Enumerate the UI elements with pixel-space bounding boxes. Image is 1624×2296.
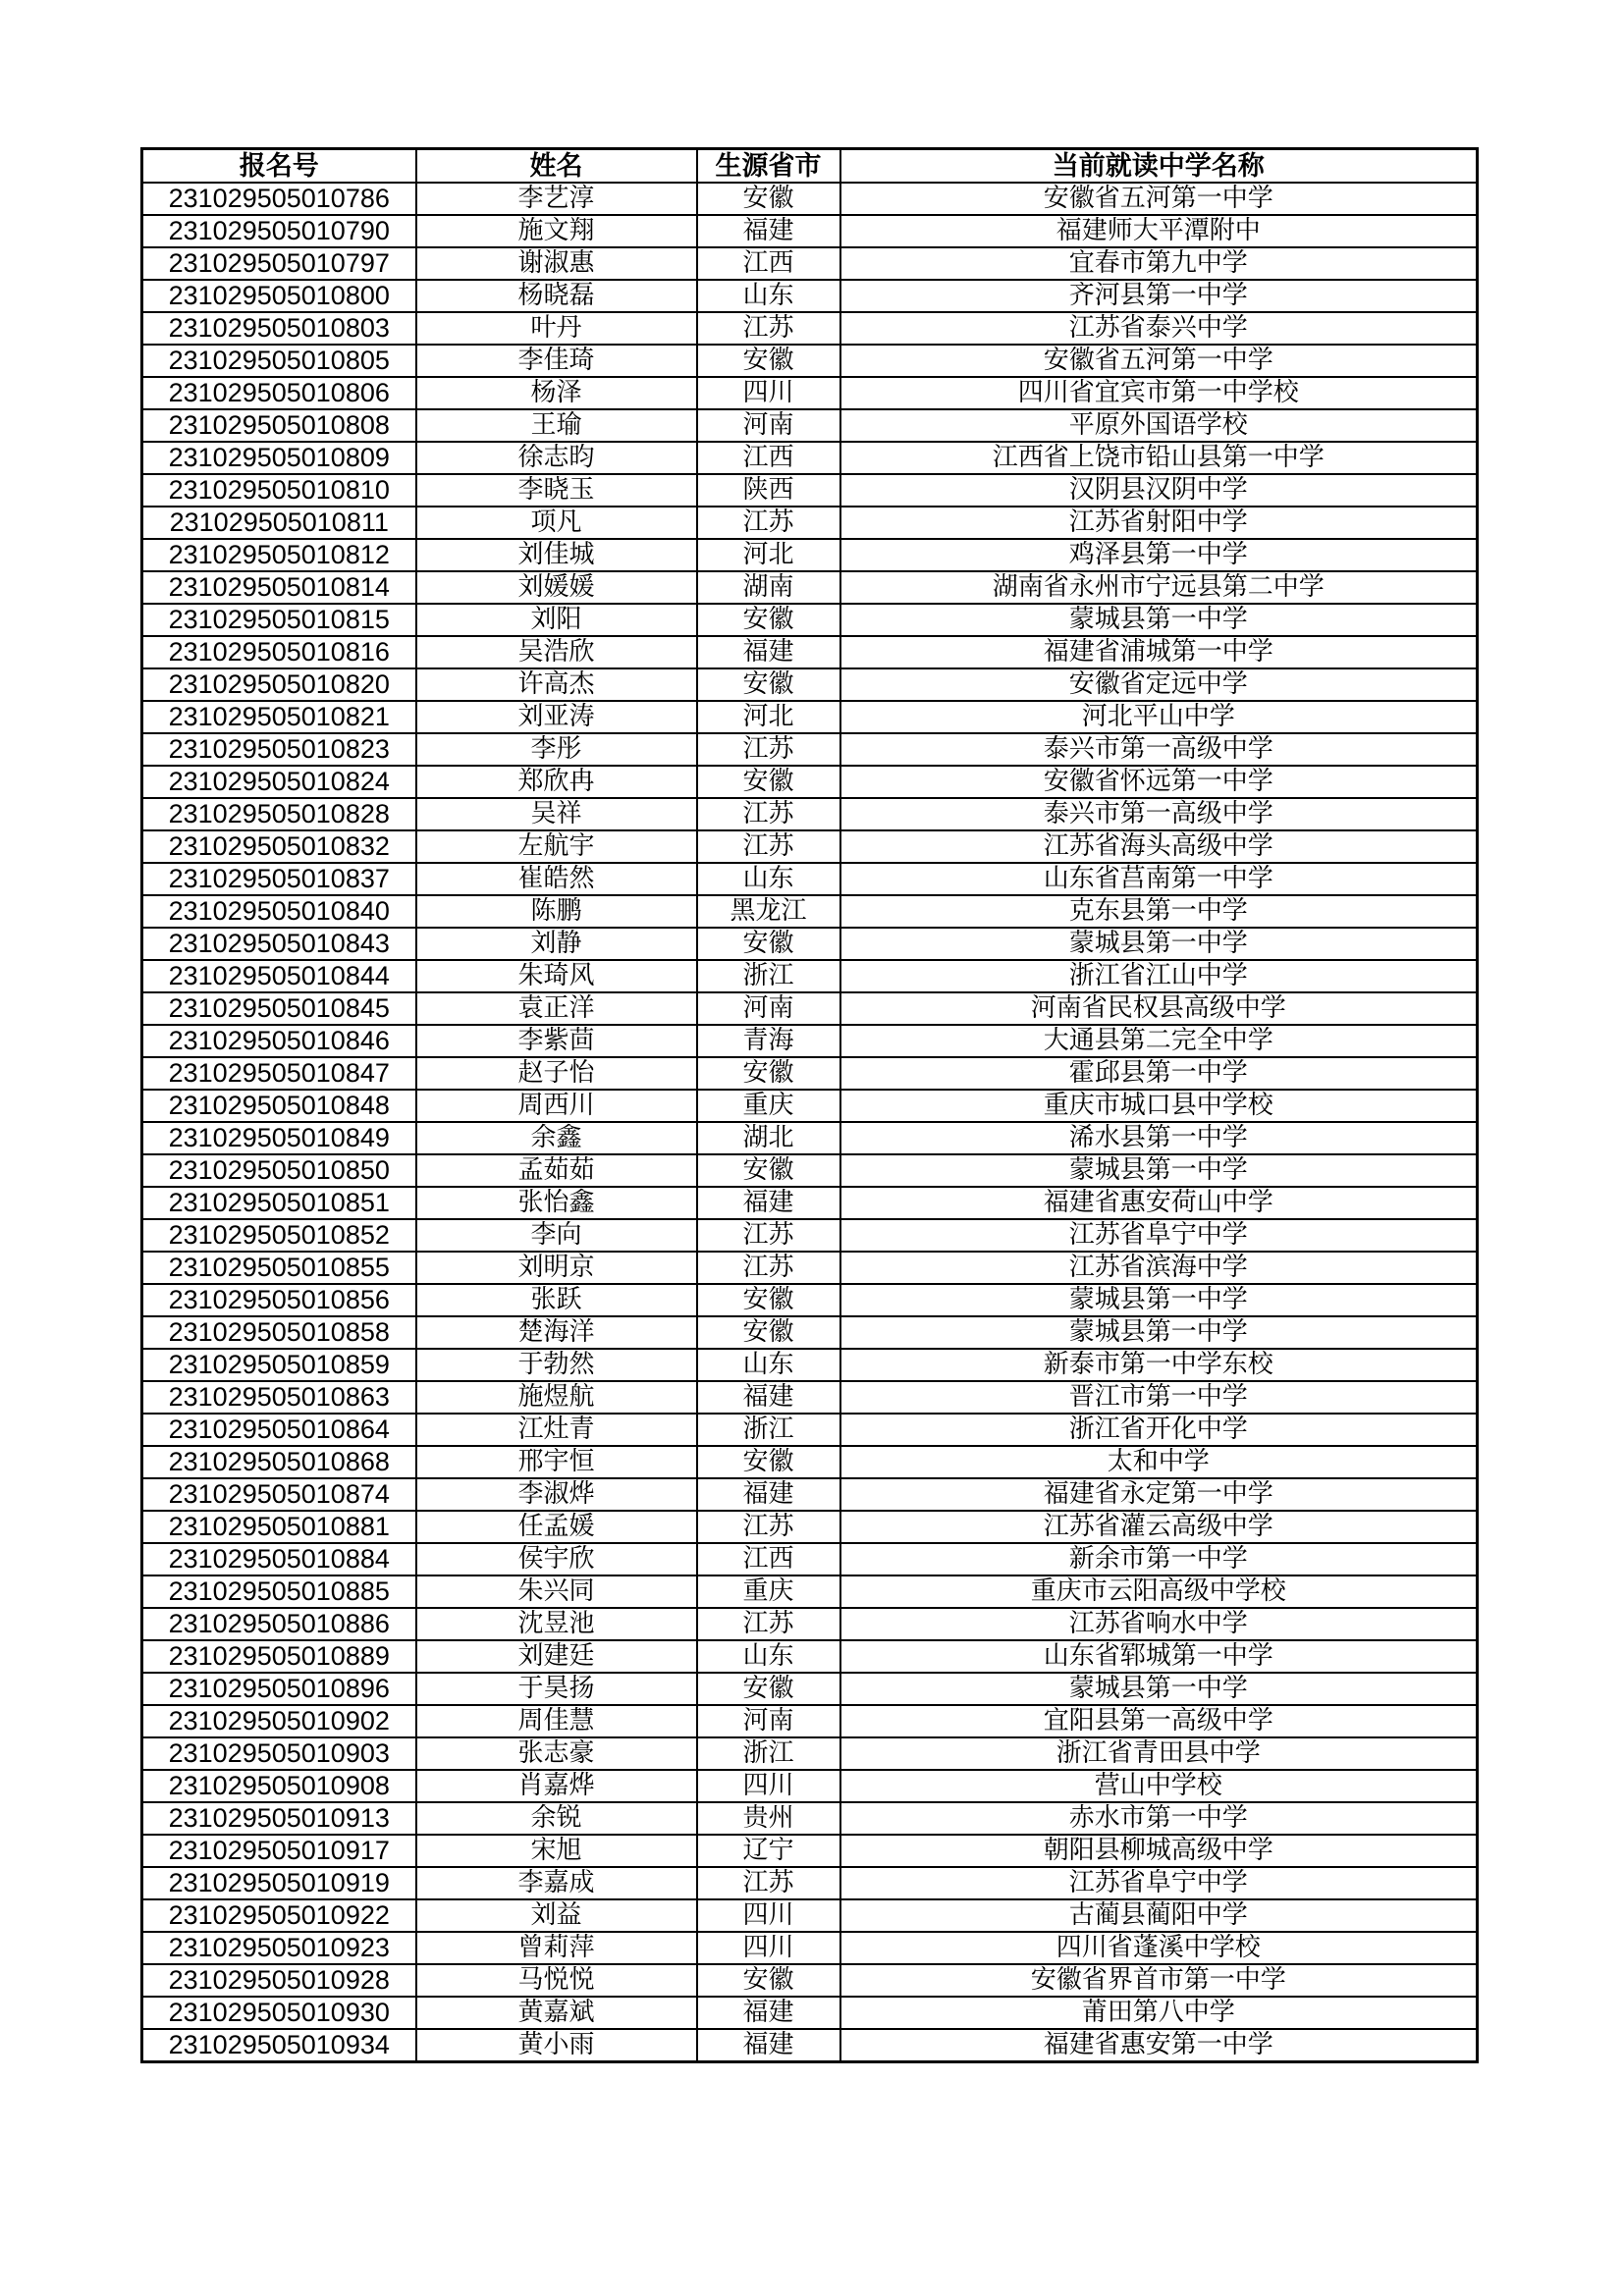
- table-row: [142, 766, 1478, 798]
- table-row: [142, 1446, 1478, 1478]
- cell-current-school: 新泰市第一中学东校: [840, 1349, 1478, 1381]
- cell-origin-province: 安徽: [697, 1673, 840, 1705]
- cell-origin-province: 四川: [697, 1932, 840, 1964]
- cell-origin-province: 浙江: [697, 1414, 840, 1446]
- cell-name: 张怡鑫: [416, 1187, 697, 1219]
- cell-name: 赵子怡: [416, 1057, 697, 1090]
- cell-current-school: 江苏省响水中学: [840, 1608, 1478, 1640]
- table-row: [142, 1025, 1478, 1057]
- table-row: [142, 1414, 1478, 1446]
- cell-current-school: 福建省永定第一中学: [840, 1478, 1478, 1511]
- table-row: [142, 1381, 1478, 1414]
- cell-current-school: 宜春市第九中学: [840, 247, 1478, 280]
- cell-name: 孟茹茹: [416, 1154, 697, 1187]
- table-row: [142, 1511, 1478, 1543]
- cell-name: 吴祥: [416, 798, 697, 830]
- cell-registration-number: 231029505010824: [142, 766, 416, 798]
- cell-registration-number: 231029505010820: [142, 668, 416, 701]
- cell-current-school: 蒙城县第一中学: [840, 604, 1478, 636]
- cell-name: 朱琦风: [416, 960, 697, 992]
- cell-registration-number: 231029505010919: [142, 1867, 416, 1899]
- cell-origin-province: 安徽: [697, 604, 840, 636]
- cell-current-school: 浠水县第一中学: [840, 1122, 1478, 1154]
- cell-origin-province: 江西: [697, 247, 840, 280]
- cell-name: 杨泽: [416, 377, 697, 409]
- table-row: [142, 1705, 1478, 1737]
- cell-origin-province: 重庆: [697, 1575, 840, 1608]
- cell-name: 刘佳城: [416, 539, 697, 571]
- cell-origin-province: 江西: [697, 1543, 840, 1575]
- table-row: [142, 280, 1478, 312]
- cell-origin-province: 四川: [697, 1899, 840, 1932]
- cell-registration-number: 231029505010863: [142, 1381, 416, 1414]
- cell-origin-province: 湖北: [697, 1122, 840, 1154]
- table-row: [142, 1770, 1478, 1802]
- table-row: [142, 1737, 1478, 1770]
- table-row: [142, 1187, 1478, 1219]
- cell-origin-province: 安徽: [697, 1057, 840, 1090]
- cell-name: 许高杰: [416, 668, 697, 701]
- cell-registration-number: 231029505010885: [142, 1575, 416, 1608]
- cell-name: 侯宇欣: [416, 1543, 697, 1575]
- cell-name: 曾莉萍: [416, 1932, 697, 1964]
- cell-origin-province: 湖南: [697, 571, 840, 604]
- table-row: [142, 1932, 1478, 1964]
- cell-origin-province: 安徽: [697, 766, 840, 798]
- cell-name: 袁正洋: [416, 992, 697, 1025]
- table-body: [142, 183, 1478, 2062]
- table-row: [142, 1802, 1478, 1835]
- cell-registration-number: 231029505010884: [142, 1543, 416, 1575]
- cell-origin-province: 青海: [697, 1025, 840, 1057]
- cell-name: 杨晓磊: [416, 280, 697, 312]
- cell-current-school: 河南省民权县高级中学: [840, 992, 1478, 1025]
- cell-origin-province: 陕西: [697, 474, 840, 507]
- cell-current-school: 江苏省泰兴中学: [840, 312, 1478, 345]
- cell-name: 于勃然: [416, 1349, 697, 1381]
- cell-registration-number: 231029505010886: [142, 1608, 416, 1640]
- cell-registration-number: 231029505010855: [142, 1252, 416, 1284]
- cell-current-school: 宜阳县第一高级中学: [840, 1705, 1478, 1737]
- cell-current-school: 江苏省射阳中学: [840, 507, 1478, 539]
- cell-origin-province: 四川: [697, 1770, 840, 1802]
- cell-registration-number: 231029505010828: [142, 798, 416, 830]
- cell-origin-province: 山东: [697, 863, 840, 895]
- cell-origin-province: 福建: [697, 1478, 840, 1511]
- header-origin-province: 生源省市: [697, 149, 840, 184]
- cell-name: 张志豪: [416, 1737, 697, 1770]
- cell-name: 周佳慧: [416, 1705, 697, 1737]
- table-row: [142, 409, 1478, 442]
- table-row: [142, 668, 1478, 701]
- cell-origin-province: 河南: [697, 409, 840, 442]
- cell-name: 徐志昀: [416, 442, 697, 474]
- table-row: [142, 345, 1478, 377]
- cell-registration-number: 231029505010850: [142, 1154, 416, 1187]
- cell-origin-province: 福建: [697, 2029, 840, 2062]
- cell-registration-number: 231029505010934: [142, 2029, 416, 2062]
- table-row: [142, 1057, 1478, 1090]
- cell-registration-number: 231029505010811: [142, 507, 416, 539]
- cell-current-school: 安徽省界首市第一中学: [840, 1964, 1478, 1997]
- cell-origin-province: 贵州: [697, 1802, 840, 1835]
- cell-registration-number: 231029505010814: [142, 571, 416, 604]
- cell-origin-province: 安徽: [697, 1154, 840, 1187]
- cell-current-school: 太和中学: [840, 1446, 1478, 1478]
- table-row: [142, 571, 1478, 604]
- cell-registration-number: 231029505010864: [142, 1414, 416, 1446]
- table-row: [142, 1219, 1478, 1252]
- cell-registration-number: 231029505010832: [142, 830, 416, 863]
- cell-current-school: 汉阴县汉阴中学: [840, 474, 1478, 507]
- cell-current-school: 泰兴市第一高级中学: [840, 733, 1478, 766]
- cell-current-school: 赤水市第一中学: [840, 1802, 1478, 1835]
- table-row: [142, 1316, 1478, 1349]
- cell-current-school: 蒙城县第一中学: [840, 1284, 1478, 1316]
- cell-registration-number: 231029505010902: [142, 1705, 416, 1737]
- cell-name: 刘明京: [416, 1252, 697, 1284]
- cell-name: 施文翔: [416, 215, 697, 247]
- cell-current-school: 安徽省五河第一中学: [840, 183, 1478, 215]
- cell-origin-province: 福建: [697, 1381, 840, 1414]
- cell-registration-number: 231029505010810: [142, 474, 416, 507]
- cell-registration-number: 231029505010923: [142, 1932, 416, 1964]
- cell-origin-province: 江苏: [697, 733, 840, 766]
- cell-current-school: 福建师大平潭附中: [840, 215, 1478, 247]
- cell-registration-number: 231029505010858: [142, 1316, 416, 1349]
- table-row: [142, 636, 1478, 668]
- cell-name: 刘益: [416, 1899, 697, 1932]
- cell-origin-province: 江西: [697, 442, 840, 474]
- table-row: [142, 474, 1478, 507]
- cell-origin-province: 福建: [697, 215, 840, 247]
- cell-registration-number: 231029505010852: [142, 1219, 416, 1252]
- cell-origin-province: 安徽: [697, 183, 840, 215]
- cell-registration-number: 231029505010851: [142, 1187, 416, 1219]
- admission-roster-table: [140, 147, 1479, 2063]
- table-row: [142, 1964, 1478, 1997]
- table-row: [142, 928, 1478, 960]
- cell-registration-number: 231029505010840: [142, 895, 416, 928]
- cell-name: 任孟媛: [416, 1511, 697, 1543]
- cell-name: 李晓玉: [416, 474, 697, 507]
- cell-current-school: 浙江省开化中学: [840, 1414, 1478, 1446]
- cell-current-school: 泰兴市第一高级中学: [840, 798, 1478, 830]
- cell-name: 余锐: [416, 1802, 697, 1835]
- cell-origin-province: 江苏: [697, 1219, 840, 1252]
- cell-current-school: 大通县第二完全中学: [840, 1025, 1478, 1057]
- cell-registration-number: 231029505010928: [142, 1964, 416, 1997]
- cell-name: 李向: [416, 1219, 697, 1252]
- cell-name: 李紫茴: [416, 1025, 697, 1057]
- cell-origin-province: 河南: [697, 1705, 840, 1737]
- cell-current-school: 河北平山中学: [840, 701, 1478, 733]
- cell-current-school: 霍邱县第一中学: [840, 1057, 1478, 1090]
- cell-registration-number: 231029505010786: [142, 183, 416, 215]
- cell-origin-province: 安徽: [697, 345, 840, 377]
- cell-origin-province: 江苏: [697, 830, 840, 863]
- cell-registration-number: 231029505010815: [142, 604, 416, 636]
- cell-name: 肖嘉烨: [416, 1770, 697, 1802]
- cell-registration-number: 231029505010874: [142, 1478, 416, 1511]
- cell-registration-number: 231029505010800: [142, 280, 416, 312]
- cell-registration-number: 231029505010812: [142, 539, 416, 571]
- cell-current-school: 营山中学校: [840, 1770, 1478, 1802]
- cell-registration-number: 231029505010843: [142, 928, 416, 960]
- header-name: 姓名: [416, 149, 697, 184]
- cell-current-school: 山东省郓城第一中学: [840, 1640, 1478, 1673]
- cell-origin-province: 江苏: [697, 1511, 840, 1543]
- cell-origin-province: 安徽: [697, 668, 840, 701]
- cell-registration-number: 231029505010913: [142, 1802, 416, 1835]
- cell-origin-province: 河北: [697, 539, 840, 571]
- cell-registration-number: 231029505010922: [142, 1899, 416, 1932]
- cell-registration-number: 231029505010808: [142, 409, 416, 442]
- table-row: [142, 442, 1478, 474]
- cell-current-school: 古蔺县蔺阳中学: [840, 1899, 1478, 1932]
- cell-registration-number: 231029505010809: [142, 442, 416, 474]
- table-row: [142, 1997, 1478, 2029]
- cell-name: 宋旭: [416, 1835, 697, 1867]
- cell-origin-province: 四川: [697, 377, 840, 409]
- cell-registration-number: 231029505010816: [142, 636, 416, 668]
- cell-current-school: 四川省蓬溪中学校: [840, 1932, 1478, 1964]
- cell-origin-province: 安徽: [697, 928, 840, 960]
- cell-registration-number: 231029505010790: [142, 215, 416, 247]
- cell-current-school: 安徽省定远中学: [840, 668, 1478, 701]
- table-row: [142, 1154, 1478, 1187]
- cell-registration-number: 231029505010803: [142, 312, 416, 345]
- table-row: [142, 604, 1478, 636]
- cell-name: 楚海洋: [416, 1316, 697, 1349]
- cell-name: 江灶青: [416, 1414, 697, 1446]
- cell-name: 马悦悦: [416, 1964, 697, 1997]
- cell-name: 李彤: [416, 733, 697, 766]
- table-row: [142, 1835, 1478, 1867]
- cell-name: 张跃: [416, 1284, 697, 1316]
- cell-name: 谢淑惠: [416, 247, 697, 280]
- cell-registration-number: 231029505010846: [142, 1025, 416, 1057]
- table-row: [142, 1673, 1478, 1705]
- table-row: [142, 863, 1478, 895]
- cell-name: 朱兴同: [416, 1575, 697, 1608]
- cell-origin-province: 安徽: [697, 1446, 840, 1478]
- cell-current-school: 湖南省永州市宁远县第二中学: [840, 571, 1478, 604]
- cell-name: 吴浩欣: [416, 636, 697, 668]
- cell-origin-province: 山东: [697, 1349, 840, 1381]
- cell-registration-number: 231029505010821: [142, 701, 416, 733]
- cell-current-school: 重庆市云阳高级中学校: [840, 1575, 1478, 1608]
- cell-name: 邢宇恒: [416, 1446, 697, 1478]
- cell-current-school: 江苏省海头高级中学: [840, 830, 1478, 863]
- cell-current-school: 朝阳县柳城高级中学: [840, 1835, 1478, 1867]
- cell-origin-province: 辽宁: [697, 1835, 840, 1867]
- cell-name: 李淑烨: [416, 1478, 697, 1511]
- cell-registration-number: 231029505010823: [142, 733, 416, 766]
- table-row: [142, 539, 1478, 571]
- table-row: [142, 247, 1478, 280]
- header-current-school: 当前就读中学名称: [840, 149, 1478, 184]
- cell-origin-province: 江苏: [697, 507, 840, 539]
- table-row: [142, 1640, 1478, 1673]
- cell-origin-province: 浙江: [697, 1737, 840, 1770]
- cell-current-school: 蒙城县第一中学: [840, 1673, 1478, 1705]
- cell-name: 王瑜: [416, 409, 697, 442]
- table-row: [142, 1867, 1478, 1899]
- cell-name: 黄小雨: [416, 2029, 697, 2062]
- cell-current-school: 蒙城县第一中学: [840, 1154, 1478, 1187]
- cell-current-school: 蒙城县第一中学: [840, 928, 1478, 960]
- cell-origin-province: 山东: [697, 1640, 840, 1673]
- cell-origin-province: 江苏: [697, 1252, 840, 1284]
- table-row: [142, 1284, 1478, 1316]
- cell-registration-number: 231029505010859: [142, 1349, 416, 1381]
- cell-name: 李佳琦: [416, 345, 697, 377]
- cell-origin-province: 安徽: [697, 1284, 840, 1316]
- cell-registration-number: 231029505010903: [142, 1737, 416, 1770]
- table-row: [142, 1575, 1478, 1608]
- cell-name: 刘建廷: [416, 1640, 697, 1673]
- cell-current-school: 重庆市城口县中学校: [840, 1090, 1478, 1122]
- cell-name: 黄嘉斌: [416, 1997, 697, 2029]
- table-header-row: [142, 149, 1478, 184]
- cell-current-school: 四川省宜宾市第一中学校: [840, 377, 1478, 409]
- cell-current-school: 鸡泽县第一中学: [840, 539, 1478, 571]
- table-row: [142, 830, 1478, 863]
- cell-origin-province: 安徽: [697, 1964, 840, 1997]
- cell-current-school: 新余市第一中学: [840, 1543, 1478, 1575]
- cell-name: 陈鹏: [416, 895, 697, 928]
- table-row: [142, 1543, 1478, 1575]
- cell-registration-number: 231029505010917: [142, 1835, 416, 1867]
- cell-registration-number: 231029505010805: [142, 345, 416, 377]
- cell-current-school: 江苏省阜宁中学: [840, 1219, 1478, 1252]
- cell-current-school: 浙江省青田县中学: [840, 1737, 1478, 1770]
- cell-registration-number: 231029505010908: [142, 1770, 416, 1802]
- cell-registration-number: 231029505010848: [142, 1090, 416, 1122]
- cell-current-school: 江西省上饶市铅山县第一中学: [840, 442, 1478, 474]
- cell-current-school: 安徽省怀远第一中学: [840, 766, 1478, 798]
- cell-name: 沈昱池: [416, 1608, 697, 1640]
- table-row: [142, 312, 1478, 345]
- cell-current-school: 福建省惠安荷山中学: [840, 1187, 1478, 1219]
- cell-origin-province: 黑龙江: [697, 895, 840, 928]
- cell-origin-province: 江苏: [697, 1867, 840, 1899]
- cell-name: 余鑫: [416, 1122, 697, 1154]
- table-row: [142, 1252, 1478, 1284]
- cell-origin-province: 河南: [697, 992, 840, 1025]
- cell-name: 周西川: [416, 1090, 697, 1122]
- table-row: [142, 701, 1478, 733]
- cell-name: 郑欣冉: [416, 766, 697, 798]
- cell-name: 叶丹: [416, 312, 697, 345]
- cell-origin-province: 福建: [697, 636, 840, 668]
- table-row: [142, 215, 1478, 247]
- cell-current-school: 克东县第一中学: [840, 895, 1478, 928]
- cell-current-school: 福建省惠安第一中学: [840, 2029, 1478, 2062]
- table-row: [142, 1478, 1478, 1511]
- table-row: [142, 733, 1478, 766]
- table-row: [142, 895, 1478, 928]
- table-row: [142, 377, 1478, 409]
- cell-name: 左航宇: [416, 830, 697, 863]
- cell-current-school: 江苏省灌云高级中学: [840, 1511, 1478, 1543]
- table-row: [142, 1122, 1478, 1154]
- cell-registration-number: 231029505010847: [142, 1057, 416, 1090]
- table-row: [142, 2029, 1478, 2062]
- cell-origin-province: 江苏: [697, 312, 840, 345]
- cell-current-school: 山东省莒南第一中学: [840, 863, 1478, 895]
- cell-registration-number: 231029505010797: [142, 247, 416, 280]
- cell-name: 李嘉成: [416, 1867, 697, 1899]
- cell-origin-province: 江苏: [697, 1608, 840, 1640]
- cell-current-school: 齐河县第一中学: [840, 280, 1478, 312]
- cell-name: 施煜航: [416, 1381, 697, 1414]
- cell-origin-province: 安徽: [697, 1316, 840, 1349]
- cell-origin-province: 江苏: [697, 798, 840, 830]
- table-row: [142, 1090, 1478, 1122]
- cell-registration-number: 231029505010868: [142, 1446, 416, 1478]
- cell-registration-number: 231029505010849: [142, 1122, 416, 1154]
- cell-name: 刘媛媛: [416, 571, 697, 604]
- cell-name: 刘静: [416, 928, 697, 960]
- cell-current-school: 莆田第八中学: [840, 1997, 1478, 2029]
- cell-current-school: 平原外国语学校: [840, 409, 1478, 442]
- cell-name: 崔皓然: [416, 863, 697, 895]
- cell-origin-province: 山东: [697, 280, 840, 312]
- cell-current-school: 浙江省江山中学: [840, 960, 1478, 992]
- cell-registration-number: 231029505010881: [142, 1511, 416, 1543]
- cell-origin-province: 浙江: [697, 960, 840, 992]
- cell-registration-number: 231029505010845: [142, 992, 416, 1025]
- cell-origin-province: 河北: [697, 701, 840, 733]
- cell-registration-number: 231029505010889: [142, 1640, 416, 1673]
- cell-current-school: 晋江市第一中学: [840, 1381, 1478, 1414]
- table-row: [142, 1899, 1478, 1932]
- cell-name: 李艺淳: [416, 183, 697, 215]
- cell-name: 于昊扬: [416, 1673, 697, 1705]
- cell-origin-province: 福建: [697, 1187, 840, 1219]
- cell-name: 刘阳: [416, 604, 697, 636]
- cell-current-school: 江苏省阜宁中学: [840, 1867, 1478, 1899]
- cell-name: 刘亚涛: [416, 701, 697, 733]
- cell-registration-number: 231029505010837: [142, 863, 416, 895]
- table-row: [142, 798, 1478, 830]
- cell-current-school: 安徽省五河第一中学: [840, 345, 1478, 377]
- table-row: [142, 1349, 1478, 1381]
- header-registration-number: 报名号: [142, 149, 416, 184]
- cell-origin-province: 福建: [697, 1997, 840, 2029]
- cell-registration-number: 231029505010806: [142, 377, 416, 409]
- cell-current-school: 蒙城县第一中学: [840, 1316, 1478, 1349]
- table-row: [142, 507, 1478, 539]
- table-row: [142, 183, 1478, 215]
- table-row: [142, 960, 1478, 992]
- cell-origin-province: 重庆: [697, 1090, 840, 1122]
- cell-registration-number: 231029505010844: [142, 960, 416, 992]
- cell-current-school: 福建省浦城第一中学: [840, 636, 1478, 668]
- cell-current-school: 江苏省滨海中学: [840, 1252, 1478, 1284]
- cell-name: 项凡: [416, 507, 697, 539]
- cell-registration-number: 231029505010856: [142, 1284, 416, 1316]
- table-row: [142, 992, 1478, 1025]
- cell-registration-number: 231029505010896: [142, 1673, 416, 1705]
- cell-registration-number: 231029505010930: [142, 1997, 416, 2029]
- table-row: [142, 1608, 1478, 1640]
